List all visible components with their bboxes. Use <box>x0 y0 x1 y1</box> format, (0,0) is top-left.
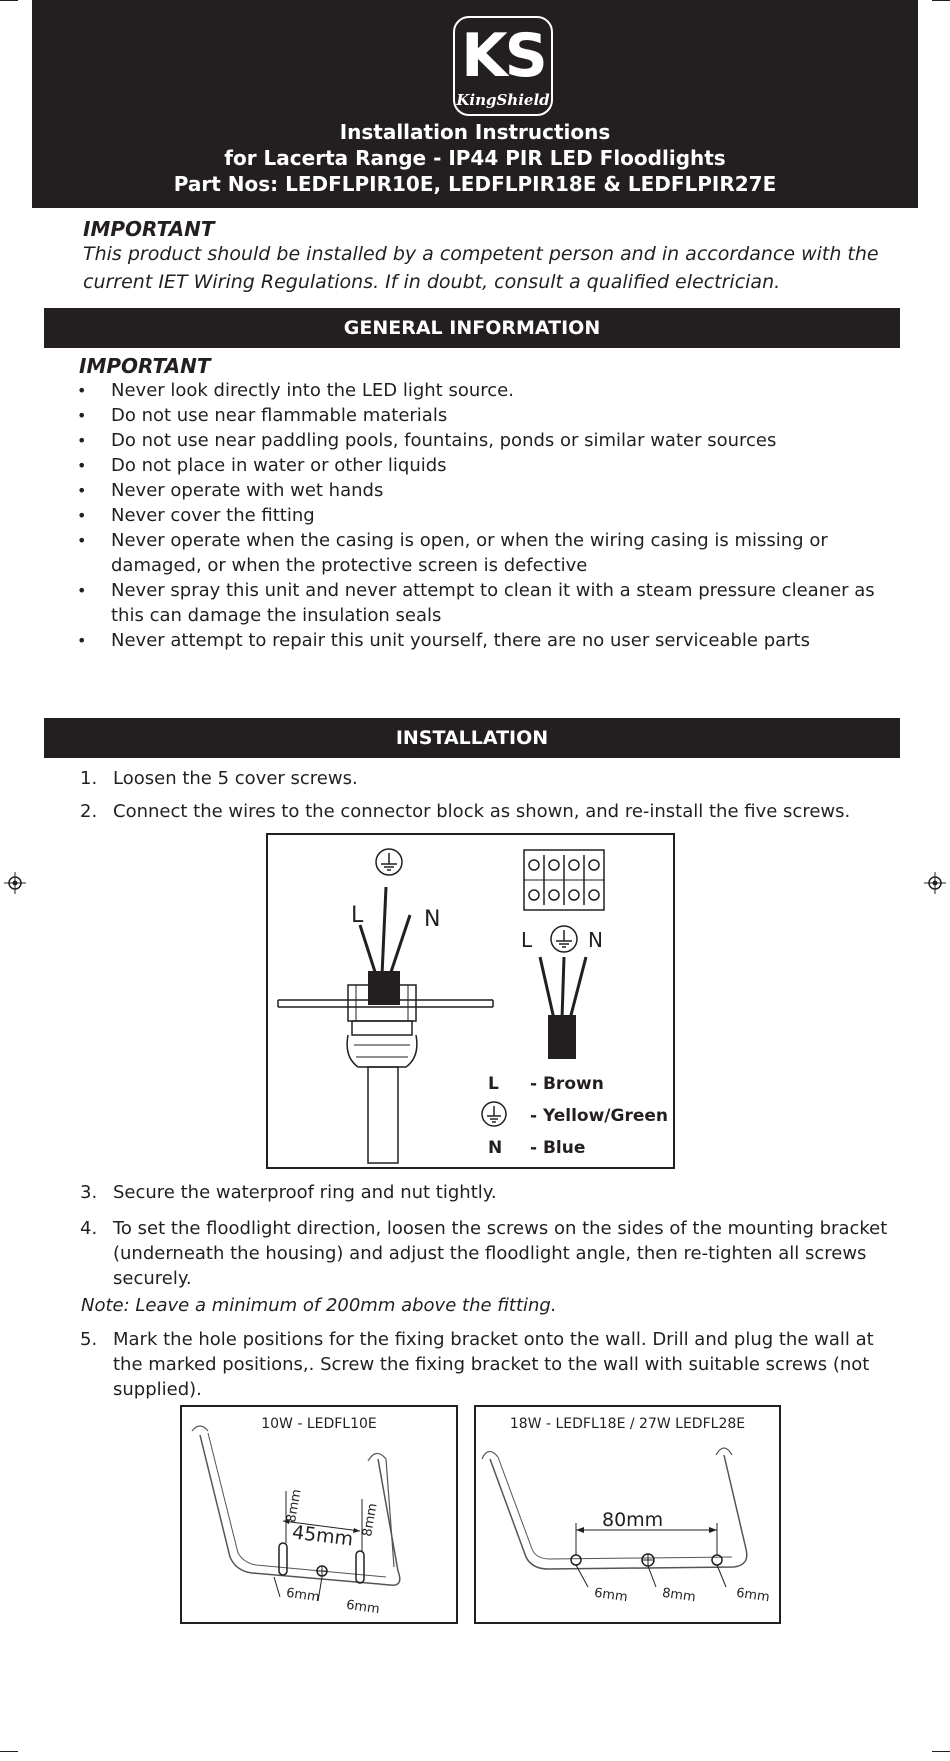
block-label-l: L <box>521 928 533 952</box>
legend-blue: - Blue <box>530 1138 586 1158</box>
step-text: Mark the hole positions for the fixing bracket onto the wall. Drill and plug the wall at the marked positions,. Screw the fixing bracket to the wall with suitable screws (not supplied). <box>113 1329 874 1400</box>
step-2 <box>80 799 890 824</box>
section-band-general: GENERAL INFORMATION <box>44 308 900 348</box>
step-number: 3. <box>80 1182 98 1203</box>
step-text: Loosen the 5 cover screws. <box>113 768 358 789</box>
important-heading: IMPORTANT <box>83 217 215 241</box>
section-band-installation: INSTALLATION <box>44 718 900 758</box>
dim-mid: 8mm <box>661 1585 697 1606</box>
list-item: • Do not place in water or other liquids <box>72 453 892 478</box>
dim-slot-right: 8mm <box>360 1502 381 1538</box>
wire-label-l: L <box>351 903 364 928</box>
dim-right: 6mm <box>735 1585 771 1606</box>
general-important-heading: IMPORTANT <box>79 354 211 378</box>
dim-width-45mm: 45mm <box>290 1521 355 1551</box>
block-label-n: N <box>588 928 603 952</box>
legend-symbol-n: N <box>488 1138 503 1158</box>
logo-brand-name: KingShield <box>456 91 550 109</box>
trim-mark <box>932 0 950 1</box>
title-line-2: for Lacerta Range - IP44 PIR LED Floodlights <box>224 146 726 170</box>
dim-width-80mm: 80mm <box>602 1509 664 1531</box>
step-4 <box>80 1216 890 1291</box>
step-number: 5. <box>80 1329 98 1350</box>
brand-logo <box>453 16 553 116</box>
dim-slot-left: 8mm <box>284 1488 305 1524</box>
list-item: • Never look directly into the LED light source. <box>72 378 892 403</box>
list-item: • Never spray this unit and never attempt to clean it with a steam pressure cleaner as this can damage the insulation seals <box>72 578 892 628</box>
registration-mark-icon <box>4 872 26 894</box>
step-number: 1. <box>80 768 98 789</box>
step-number: 4. <box>80 1218 98 1239</box>
list-item: • Never operate when the casing is open, or when the wiring casing is missing or damaged, or when the protective screen is defective <box>72 528 892 578</box>
list-item: • Never operate with wet hands <box>72 478 892 503</box>
important-line-2: current IET Wiring Regulations. If in doubt, consult a qualified electrician. <box>83 271 781 293</box>
bracket-diagram-18w-27w <box>474 1405 781 1624</box>
wire-label-n: N <box>424 907 441 932</box>
trim-mark <box>0 0 18 1</box>
step-5 <box>80 1327 890 1402</box>
legend-yellow-green: - Yellow/Green <box>530 1106 669 1126</box>
step-text: Secure the waterproof ring and nut tightly. <box>113 1182 497 1203</box>
step-text: Connect the wires to the connector block as shown, and re-install the five screws. <box>113 801 851 822</box>
legend-brown: - Brown <box>530 1074 604 1094</box>
logo-letters: KS <box>461 21 545 91</box>
trim-mark <box>0 1751 18 1752</box>
list-item: • Do not use near paddling pools, fountains, ponds or similar water sources <box>72 428 892 453</box>
bracket-caption: 18W - LEDFL18E / 27W LEDFL28E <box>509 1416 746 1432</box>
bracket-caption: 10W - LEDFL10E <box>261 1416 377 1432</box>
title-header <box>32 0 918 208</box>
title-line-1: Installation Instructions <box>339 120 611 144</box>
title-line-3: Part Nos: LEDFLPIR10E, LEDFLPIR18E & LEDFLPIR27E <box>173 172 777 196</box>
important-notice <box>83 240 903 296</box>
list-item: • Never attempt to repair this unit yourself, there are no user serviceable parts <box>72 628 892 653</box>
dim-left: 6mm <box>593 1585 629 1606</box>
legend-symbol-l: L <box>488 1074 499 1094</box>
step-3 <box>80 1180 890 1205</box>
dim-hole-right: 6mm <box>345 1597 381 1618</box>
bracket-diagram-10w <box>180 1405 458 1624</box>
list-item: • Never cover the fitting <box>72 503 892 528</box>
list-item: • Do not use near flammable materials <box>72 403 892 428</box>
step-number: 2. <box>80 801 98 822</box>
trim-mark <box>932 1751 950 1752</box>
dim-hole-left: 6mm <box>285 1585 321 1606</box>
step-text: To set the floodlight direction, loosen the screws on the sides of the mounting bracket (underneath the housing) and adjust the floodlight angle, then re-tighten all screws securely. <box>113 1218 888 1289</box>
installation-note: Note: Leave a minimum of 200mm above the fitting. <box>81 1295 557 1316</box>
registration-mark-icon <box>924 872 946 894</box>
important-line-1: This product should be installed by a competent person and in accordance with the <box>83 243 879 265</box>
safety-bullet-list <box>72 378 892 653</box>
step-1 <box>80 766 890 791</box>
wiring-diagram <box>266 833 675 1169</box>
